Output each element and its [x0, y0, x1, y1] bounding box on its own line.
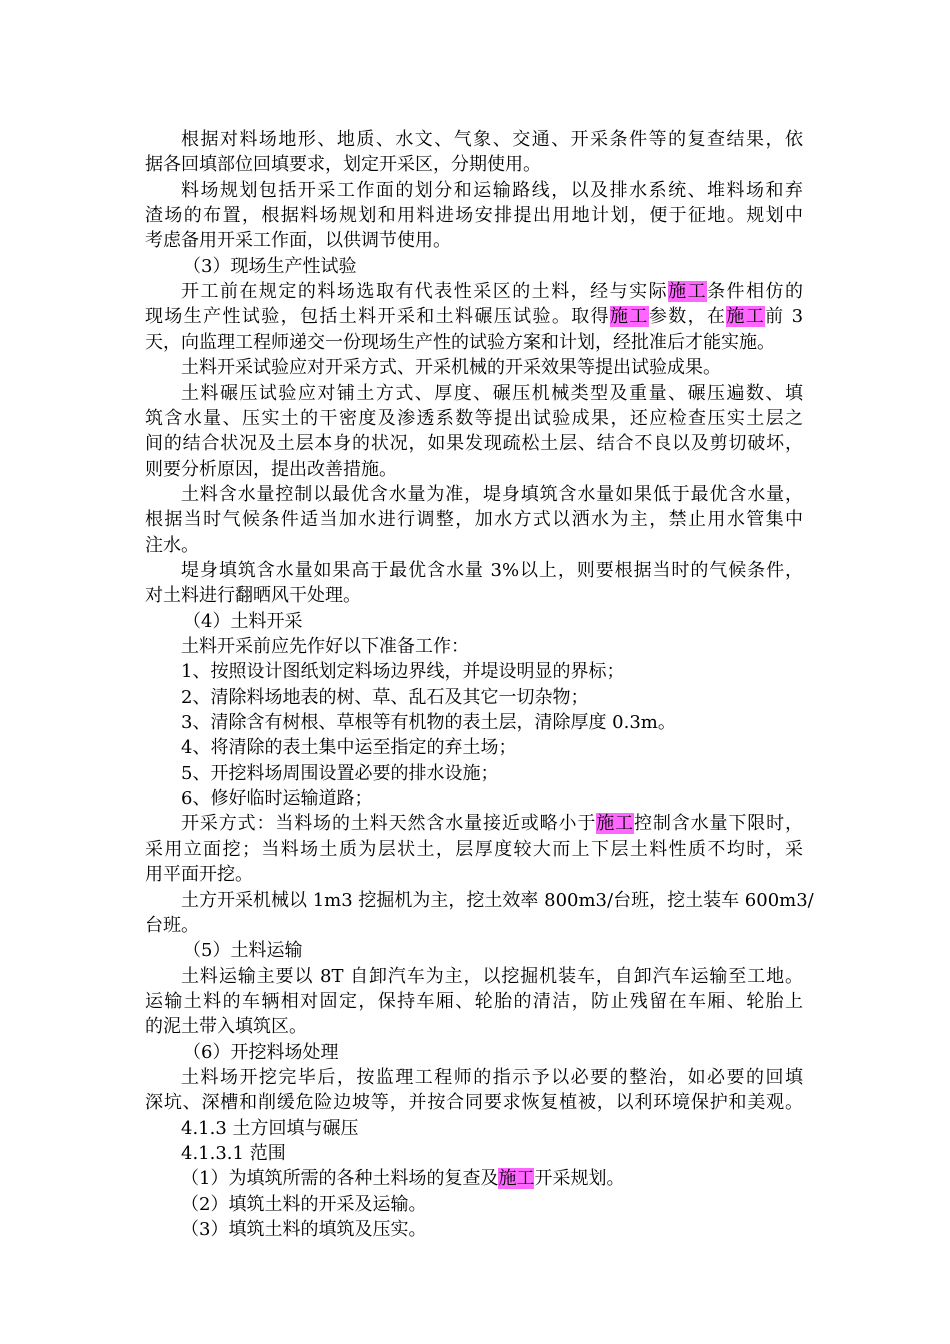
text-line	[145, 507, 803, 532]
text-run: 台班。	[145, 914, 199, 936]
text-run: 用平面开挖。	[145, 864, 253, 886]
text-line	[181, 558, 803, 583]
text-line	[181, 127, 803, 152]
text-run: 根据当时气候条件适当加水进行调整，加水方式以洒水为主，禁止用水管集中	[145, 509, 803, 531]
text-line	[181, 1166, 624, 1191]
text-run: 间的结合状况及土层本身的状况，如果发现疏松土层、结合不良以及剪切破坏，	[145, 433, 803, 455]
text-run: 3、清除含有树根、草根等有机物的表土层，清除厚度 0.3m。	[181, 712, 676, 734]
text-run: （6）开挖料场处理	[183, 1041, 339, 1063]
text-line	[145, 431, 803, 456]
text-line	[145, 406, 803, 431]
text-line	[181, 735, 516, 760]
text-line	[145, 152, 541, 177]
text-run: 现场生产性试验，包括土料开采和土料碾压试验。取得	[145, 306, 611, 328]
text-run: 4.1.3 土方回填与碾压	[181, 1117, 359, 1139]
text-run: 开采方式：当料场的土料天然含水量接近或略小于	[181, 813, 597, 835]
text-line	[181, 761, 498, 786]
text-line	[183, 609, 302, 634]
text-line	[181, 888, 814, 913]
text-run: 4.1.3.1 范围	[181, 1143, 286, 1164]
text-line	[145, 330, 775, 355]
text-line	[181, 355, 721, 380]
highlighted-term: 施工	[498, 1168, 535, 1190]
text-run: 渣场的布置，根据料场规划和用料进场安排提出用地计划，便于征地。规划中	[145, 205, 803, 227]
text-line	[181, 279, 803, 304]
text-line	[181, 178, 803, 203]
text-run: 根据对料场地形、地质、水文、气象、交通、开采条件等的复查结果，依	[181, 129, 803, 150]
text-line	[183, 938, 302, 963]
text-run: 深坑、深槽和削缓危险边坡等，并按合同要求恢复植被，以利环境保护和美观。	[145, 1092, 803, 1114]
text-run: 天，向监理工程师递交一份现场生产性的试验方案和计划，经批准后才能实施。	[145, 331, 775, 353]
text-run: 6、修好临时运输道路；	[181, 788, 373, 810]
text-line	[181, 1141, 286, 1166]
text-run: 5、开挖料场周围设置必要的排水设施；	[181, 762, 499, 784]
text-run: 对土料进行翻晒风干处理。	[145, 585, 361, 607]
text-run: 土料开采试验应对开采方式、开采机械的开采效果等提出试验成果。	[181, 357, 721, 379]
text-run: 参数，在	[648, 306, 727, 328]
highlighted-term: 施工	[726, 306, 766, 328]
text-line	[145, 457, 397, 482]
highlighted-term: 施工	[668, 281, 708, 303]
text-run: 开工前在规定的料场选取有代表性采区的土料，经与实际	[181, 281, 669, 303]
text-line	[181, 811, 803, 836]
text-run: 土料场开挖完毕后，按监理工程师的指示予以必要的整治，如必要的回填	[181, 1066, 803, 1088]
text-run: 1、按照设计图纸划定料场边界线，并堤设明显的界标；	[181, 661, 625, 683]
text-line	[145, 203, 803, 228]
text-line	[145, 989, 803, 1014]
text-line	[181, 1116, 359, 1141]
text-run: （3）现场生产性试验	[183, 255, 357, 277]
text-run: 土方开采机械以 1m3 挖掘机为主，挖土效率 800m3/台班，挖土装车 600m3/	[181, 889, 814, 911]
text-line	[181, 685, 588, 710]
text-run: 土料开采前应先作好以下准备工作：	[181, 636, 469, 657]
text-line	[145, 862, 253, 887]
text-run: 则要分析原因，提出改善措施。	[145, 458, 397, 480]
text-line	[181, 659, 624, 684]
text-line	[145, 533, 199, 558]
text-run: 前 3	[765, 306, 804, 328]
highlighted-term: 施工	[596, 813, 634, 835]
text-line	[183, 254, 356, 279]
text-run: 堤身填筑含水量如果高于最优含水量 3%以上，则要根据当时的气候条件，	[181, 559, 803, 581]
text-run: 2、清除料场地表的树、草、乱石及其它一切杂物；	[181, 686, 589, 708]
text-run: 土料碾压试验应对铺土方式、厚度、碾压机械类型及重量、碾压遍数、填	[181, 382, 803, 404]
text-run: （5）土料运输	[183, 940, 303, 962]
text-line	[181, 786, 372, 811]
text-line	[181, 964, 803, 989]
text-run: 土料含水量控制以最优含水量为准，堤身填筑含水量如果低于最优含水量，	[181, 483, 803, 505]
text-run: 注水。	[145, 534, 199, 556]
text-run: 4、将清除的表土集中运至指定的弃土场；	[181, 737, 517, 759]
text-line	[145, 304, 803, 329]
text-run: 开采规划。	[534, 1168, 625, 1190]
text-line	[181, 710, 676, 735]
text-run: 运输土料的车辆相对固定，保持车厢、轮胎的清洁，防止残留在车厢、轮胎上	[145, 990, 803, 1012]
text-line	[181, 1192, 426, 1217]
text-line	[183, 1040, 338, 1065]
text-run: 料场规划包括开采工作面的划分和运输路线，以及排水系统、堆料场和弃	[181, 179, 803, 201]
text-line	[145, 583, 361, 608]
text-run: 条件相仿的	[707, 281, 803, 303]
text-run: 的泥土带入填筑区。	[145, 1016, 307, 1038]
text-line	[145, 228, 451, 253]
text-line	[181, 1217, 426, 1242]
highlighted-term: 施工	[610, 306, 649, 328]
text-run: （1）为填筑所需的各种土料场的复查及	[181, 1168, 499, 1190]
text-line	[145, 837, 803, 862]
text-line	[145, 1090, 803, 1115]
text-run: 据各回填部位回填要求，划定开采区，分期使用。	[145, 154, 541, 176]
text-run: 采用立面挖；当料场土质为层状土，层厚度较大而上下层土料性质不均时，采	[145, 838, 803, 860]
text-run: 考虑备用开采工作面，以供调节使用。	[145, 230, 451, 252]
text-run: （4）土料开采	[183, 610, 303, 632]
text-run: （3）填筑土料的填筑及压实。	[181, 1219, 427, 1241]
text-run: 筑含水量、压实土的干密度及渗透系数等提出试验成果，还应检查压实土层之	[145, 407, 803, 429]
text-line	[145, 1014, 307, 1039]
text-line	[181, 381, 803, 406]
text-line	[181, 482, 803, 507]
text-run: （2）填筑土料的开采及运输。	[181, 1193, 427, 1215]
text-run: 控制含水量下限时，	[634, 813, 803, 835]
text-line	[181, 1065, 803, 1090]
text-line	[181, 634, 469, 659]
text-run: 土料运输主要以 8T 自卸汽车为主，以挖掘机装车，自卸汽车运输至工地。	[181, 965, 803, 987]
text-line	[145, 913, 199, 938]
